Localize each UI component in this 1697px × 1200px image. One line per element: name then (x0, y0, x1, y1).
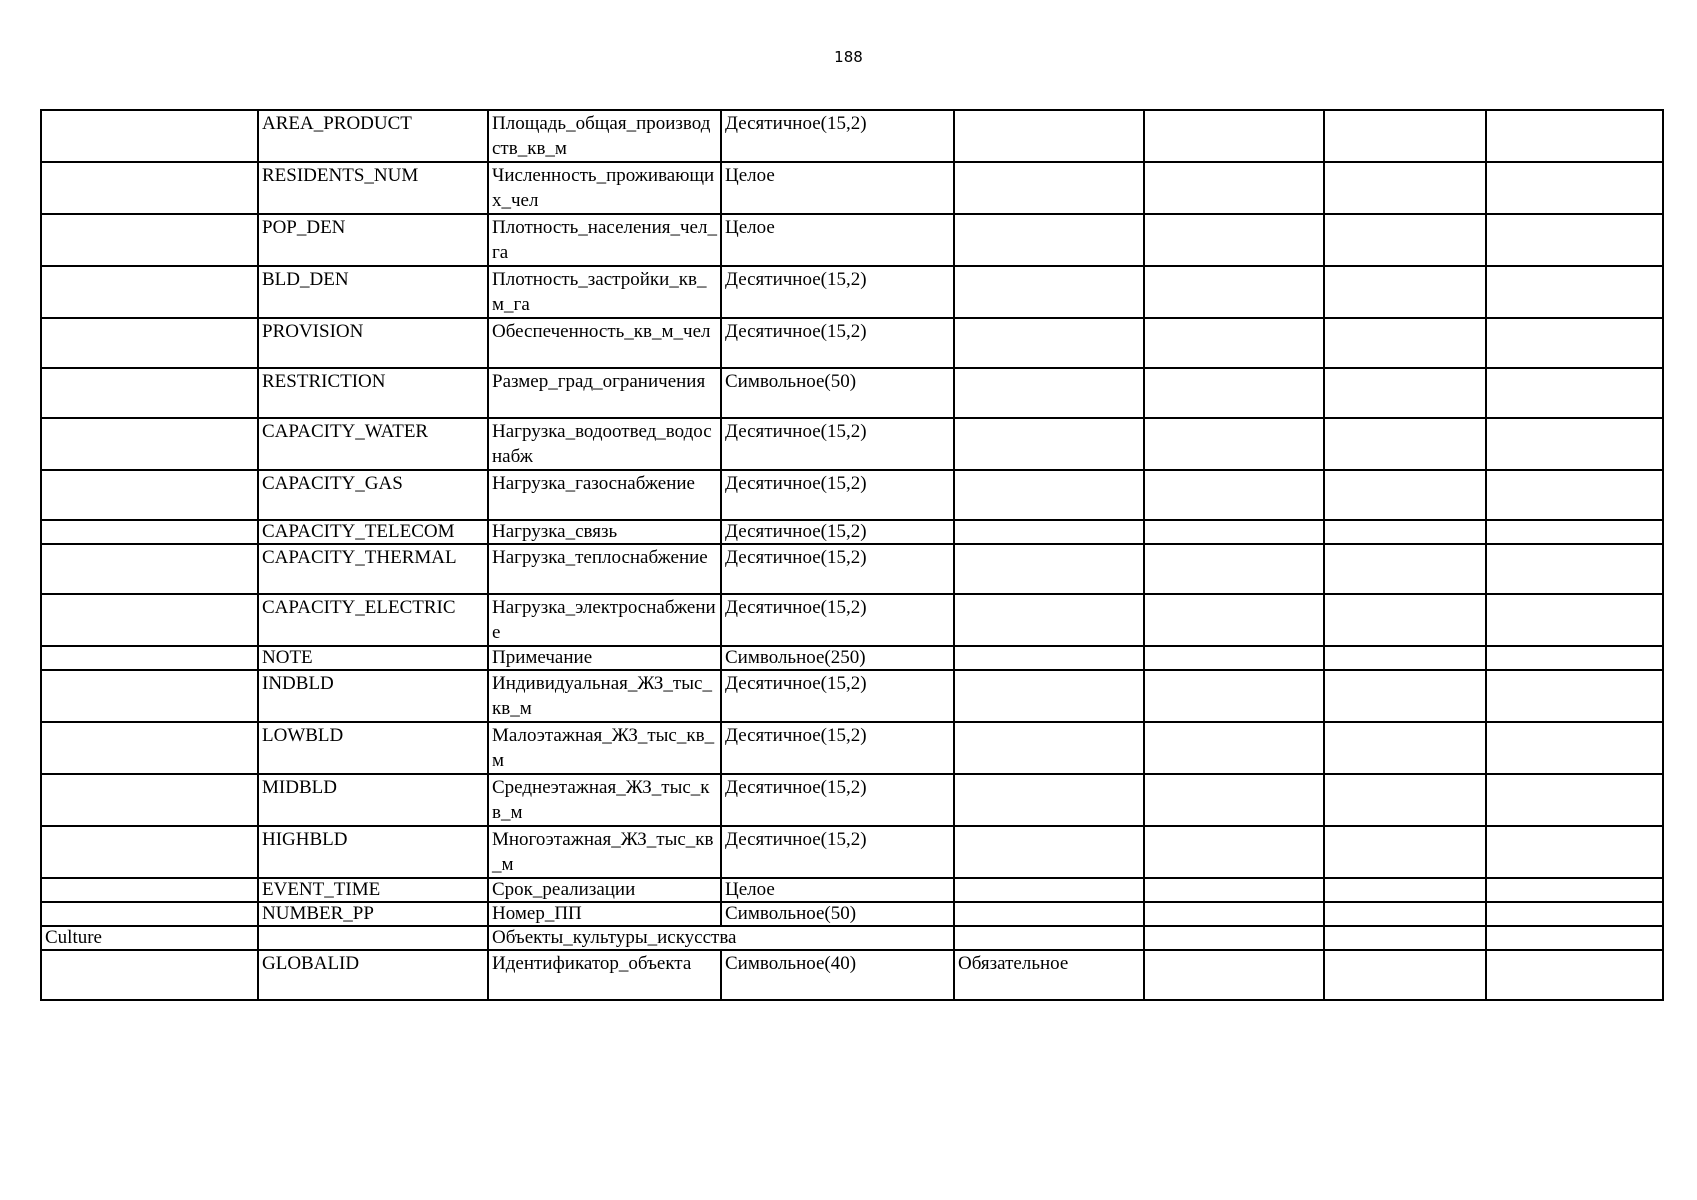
cell-extra-3 (1486, 318, 1663, 368)
table-row (41, 318, 1663, 368)
table-row (41, 266, 1663, 318)
cell-required (954, 162, 1144, 214)
cell-group-name (41, 826, 258, 878)
cell-extra-1 (1144, 826, 1324, 878)
cell-required (954, 266, 1144, 318)
cell-extra-1 (1144, 418, 1324, 470)
cell-description: Нагрузка_теплоснабжение (488, 544, 721, 594)
table-row (41, 774, 1663, 826)
cell-extra-1 (1144, 266, 1324, 318)
table-row (41, 722, 1663, 774)
cell-field-name: POP_DEN (258, 214, 488, 266)
cell-extra-3 (1486, 902, 1663, 926)
table-row (41, 418, 1663, 470)
cell-data-type: Десятичное(15,2) (721, 774, 954, 826)
cell-description: Нагрузка_водоотвед_водоснабж (488, 418, 721, 470)
cell-field-name: CAPACITY_WATER (258, 418, 488, 470)
cell-field-name: HIGHBLD (258, 826, 488, 878)
cell-field-name: CAPACITY_THERMAL (258, 544, 488, 594)
cell-extra-2 (1324, 214, 1486, 266)
cell-required (954, 646, 1144, 670)
cell-description: Плотность_застройки_кв_м_га (488, 266, 721, 318)
table-row (41, 902, 1663, 926)
cell-extra-2 (1324, 544, 1486, 594)
cell-required (954, 774, 1144, 826)
cell-extra-3 (1486, 826, 1663, 878)
cell-required: Обязательное (954, 950, 1144, 1000)
cell-group-name (41, 368, 258, 418)
cell-field-name: INDBLD (258, 670, 488, 722)
cell-required (954, 110, 1144, 162)
cell-group-name (41, 878, 258, 902)
cell-group-name (41, 774, 258, 826)
cell-description: Численность_проживающих_чел (488, 162, 721, 214)
cell-description: Идентификатор_объекта (488, 950, 721, 1000)
cell-description: Размер_град_ограничения (488, 368, 721, 418)
cell-required (954, 520, 1144, 544)
cell-required (954, 670, 1144, 722)
cell-required (954, 722, 1144, 774)
cell-required (954, 878, 1144, 902)
cell-description: Нагрузка_газоснабжение (488, 470, 721, 520)
cell-extra-3 (1486, 926, 1663, 950)
cell-group-name (41, 110, 258, 162)
cell-data-type: Целое (721, 214, 954, 266)
table-row (41, 368, 1663, 418)
table-row (41, 926, 1663, 950)
table-row (41, 670, 1663, 722)
cell-extra-1 (1144, 950, 1324, 1000)
cell-required (954, 318, 1144, 368)
cell-description: Нагрузка_связь (488, 520, 721, 544)
table-row (41, 826, 1663, 878)
cell-extra-2 (1324, 162, 1486, 214)
cell-field-name: BLD_DEN (258, 266, 488, 318)
cell-extra-3 (1486, 670, 1663, 722)
cell-group-name (41, 162, 258, 214)
cell-group-name (41, 214, 258, 266)
cell-extra-1 (1144, 722, 1324, 774)
cell-field-name: AREA_PRODUCT (258, 110, 488, 162)
cell-extra-2 (1324, 318, 1486, 368)
cell-extra-1 (1144, 670, 1324, 722)
cell-description: Примечание (488, 646, 721, 670)
cell-description: Малоэтажная_ЖЗ_тыс_кв_м (488, 722, 721, 774)
cell-extra-2 (1324, 670, 1486, 722)
cell-extra-1 (1144, 162, 1324, 214)
cell-extra-2 (1324, 368, 1486, 418)
cell-description: Среднеэтажная_ЖЗ_тыс_кв_м (488, 774, 721, 826)
cell-field-name: CAPACITY_ELECTRIC (258, 594, 488, 646)
cell-data-type: Целое (721, 162, 954, 214)
cell-data-type: Десятичное(15,2) (721, 544, 954, 594)
cell-description: Срок_реализации (488, 878, 721, 902)
cell-extra-1 (1144, 544, 1324, 594)
cell-data-type: Десятичное(15,2) (721, 826, 954, 878)
cell-extra-3 (1486, 162, 1663, 214)
table-row (41, 110, 1663, 162)
cell-extra-1 (1144, 214, 1324, 266)
table-row (41, 470, 1663, 520)
cell-extra-3 (1486, 368, 1663, 418)
cell-extra-2 (1324, 878, 1486, 902)
cell-data-type: Символьное(50) (721, 902, 954, 926)
cell-extra-2 (1324, 774, 1486, 826)
cell-extra-3 (1486, 520, 1663, 544)
cell-required (954, 544, 1144, 594)
cell-extra-3 (1486, 594, 1663, 646)
cell-extra-3 (1486, 878, 1663, 902)
cell-field-name: LOWBLD (258, 722, 488, 774)
table-row (41, 544, 1663, 594)
cell-extra-3 (1486, 722, 1663, 774)
cell-description: Обеспеченность_кв_м_чел (488, 318, 721, 368)
cell-extra-3 (1486, 266, 1663, 318)
cell-field-name: NOTE (258, 646, 488, 670)
cell-data-type: Десятичное(15,2) (721, 110, 954, 162)
cell-extra-2 (1324, 594, 1486, 646)
cell-extra-2 (1324, 110, 1486, 162)
cell-extra-1 (1144, 594, 1324, 646)
cell-required (954, 902, 1144, 926)
cell-extra-2 (1324, 826, 1486, 878)
cell-extra-3 (1486, 646, 1663, 670)
cell-description: Многоэтажная_ЖЗ_тыс_кв_м (488, 826, 721, 878)
cell-extra-1 (1144, 110, 1324, 162)
cell-extra-3 (1486, 544, 1663, 594)
cell-extra-1 (1144, 926, 1324, 950)
cell-field-name: CAPACITY_GAS (258, 470, 488, 520)
cell-field-name: GLOBALID (258, 950, 488, 1000)
cell-data-type: Десятичное(15,2) (721, 318, 954, 368)
cell-field-name: NUMBER_PP (258, 902, 488, 926)
cell-data-type: Десятичное(15,2) (721, 594, 954, 646)
cell-description: Объекты_культуры_искусства (488, 926, 954, 950)
cell-required (954, 826, 1144, 878)
cell-extra-1 (1144, 878, 1324, 902)
table-row (41, 214, 1663, 266)
table-row (41, 646, 1663, 670)
cell-extra-3 (1486, 470, 1663, 520)
cell-extra-2 (1324, 266, 1486, 318)
cell-extra-2 (1324, 520, 1486, 544)
cell-required (954, 214, 1144, 266)
cell-extra-3 (1486, 950, 1663, 1000)
cell-group-name (41, 594, 258, 646)
cell-group-name (41, 418, 258, 470)
cell-description: Площадь_общая_производств_кв_м (488, 110, 721, 162)
cell-field-name: PROVISION (258, 318, 488, 368)
cell-extra-2 (1324, 722, 1486, 774)
cell-data-type: Десятичное(15,2) (721, 520, 954, 544)
cell-data-type: Десятичное(15,2) (721, 418, 954, 470)
cell-group-name (41, 520, 258, 544)
cell-extra-3 (1486, 110, 1663, 162)
cell-group-name (41, 318, 258, 368)
cell-group-name (41, 902, 258, 926)
table-body (41, 110, 1663, 1000)
cell-group-name (41, 722, 258, 774)
cell-extra-1 (1144, 646, 1324, 670)
cell-extra-3 (1486, 418, 1663, 470)
cell-extra-1 (1144, 470, 1324, 520)
cell-extra-1 (1144, 368, 1324, 418)
cell-extra-2 (1324, 418, 1486, 470)
cell-extra-2 (1324, 470, 1486, 520)
table-row (41, 594, 1663, 646)
cell-description: Нагрузка_электроснабжение (488, 594, 721, 646)
cell-group-name (41, 470, 258, 520)
cell-field-name: MIDBLD (258, 774, 488, 826)
cell-data-type: Десятичное(15,2) (721, 266, 954, 318)
cell-required (954, 594, 1144, 646)
cell-required (954, 926, 1144, 950)
cell-field-name: RESTRICTION (258, 368, 488, 418)
cell-extra-2 (1324, 646, 1486, 670)
cell-data-type: Десятичное(15,2) (721, 670, 954, 722)
cell-extra-1 (1144, 774, 1324, 826)
cell-data-type: Символьное(40) (721, 950, 954, 1000)
table-row (41, 878, 1663, 902)
cell-data-type: Целое (721, 878, 954, 902)
page-number: 188 (834, 48, 863, 66)
cell-extra-1 (1144, 520, 1324, 544)
cell-data-type: Символьное(50) (721, 368, 954, 418)
cell-extra-2 (1324, 926, 1486, 950)
cell-group-name (41, 544, 258, 594)
cell-data-type: Символьное(250) (721, 646, 954, 670)
cell-field-name (258, 926, 488, 950)
table-row (41, 950, 1663, 1000)
cell-required (954, 368, 1144, 418)
cell-extra-1 (1144, 318, 1324, 368)
cell-extra-2 (1324, 950, 1486, 1000)
cell-group-name (41, 670, 258, 722)
cell-description: Плотность_населения_чел_га (488, 214, 721, 266)
table-row (41, 162, 1663, 214)
cell-field-name: RESIDENTS_NUM (258, 162, 488, 214)
cell-extra-1 (1144, 902, 1324, 926)
fields-table (40, 109, 1664, 1001)
cell-group-name (41, 646, 258, 670)
cell-extra-2 (1324, 902, 1486, 926)
cell-extra-3 (1486, 774, 1663, 826)
cell-data-type: Десятичное(15,2) (721, 722, 954, 774)
cell-extra-3 (1486, 214, 1663, 266)
cell-description: Индивидуальная_ЖЗ_тыс_кв_м (488, 670, 721, 722)
cell-required (954, 418, 1144, 470)
cell-description: Номер_ПП (488, 902, 721, 926)
cell-field-name: EVENT_TIME (258, 878, 488, 902)
cell-field-name: CAPACITY_TELECOM (258, 520, 488, 544)
cell-required (954, 470, 1144, 520)
cell-group-name: Culture (41, 926, 258, 950)
cell-group-name (41, 266, 258, 318)
cell-data-type: Десятичное(15,2) (721, 470, 954, 520)
cell-group-name (41, 950, 258, 1000)
table-row (41, 520, 1663, 544)
